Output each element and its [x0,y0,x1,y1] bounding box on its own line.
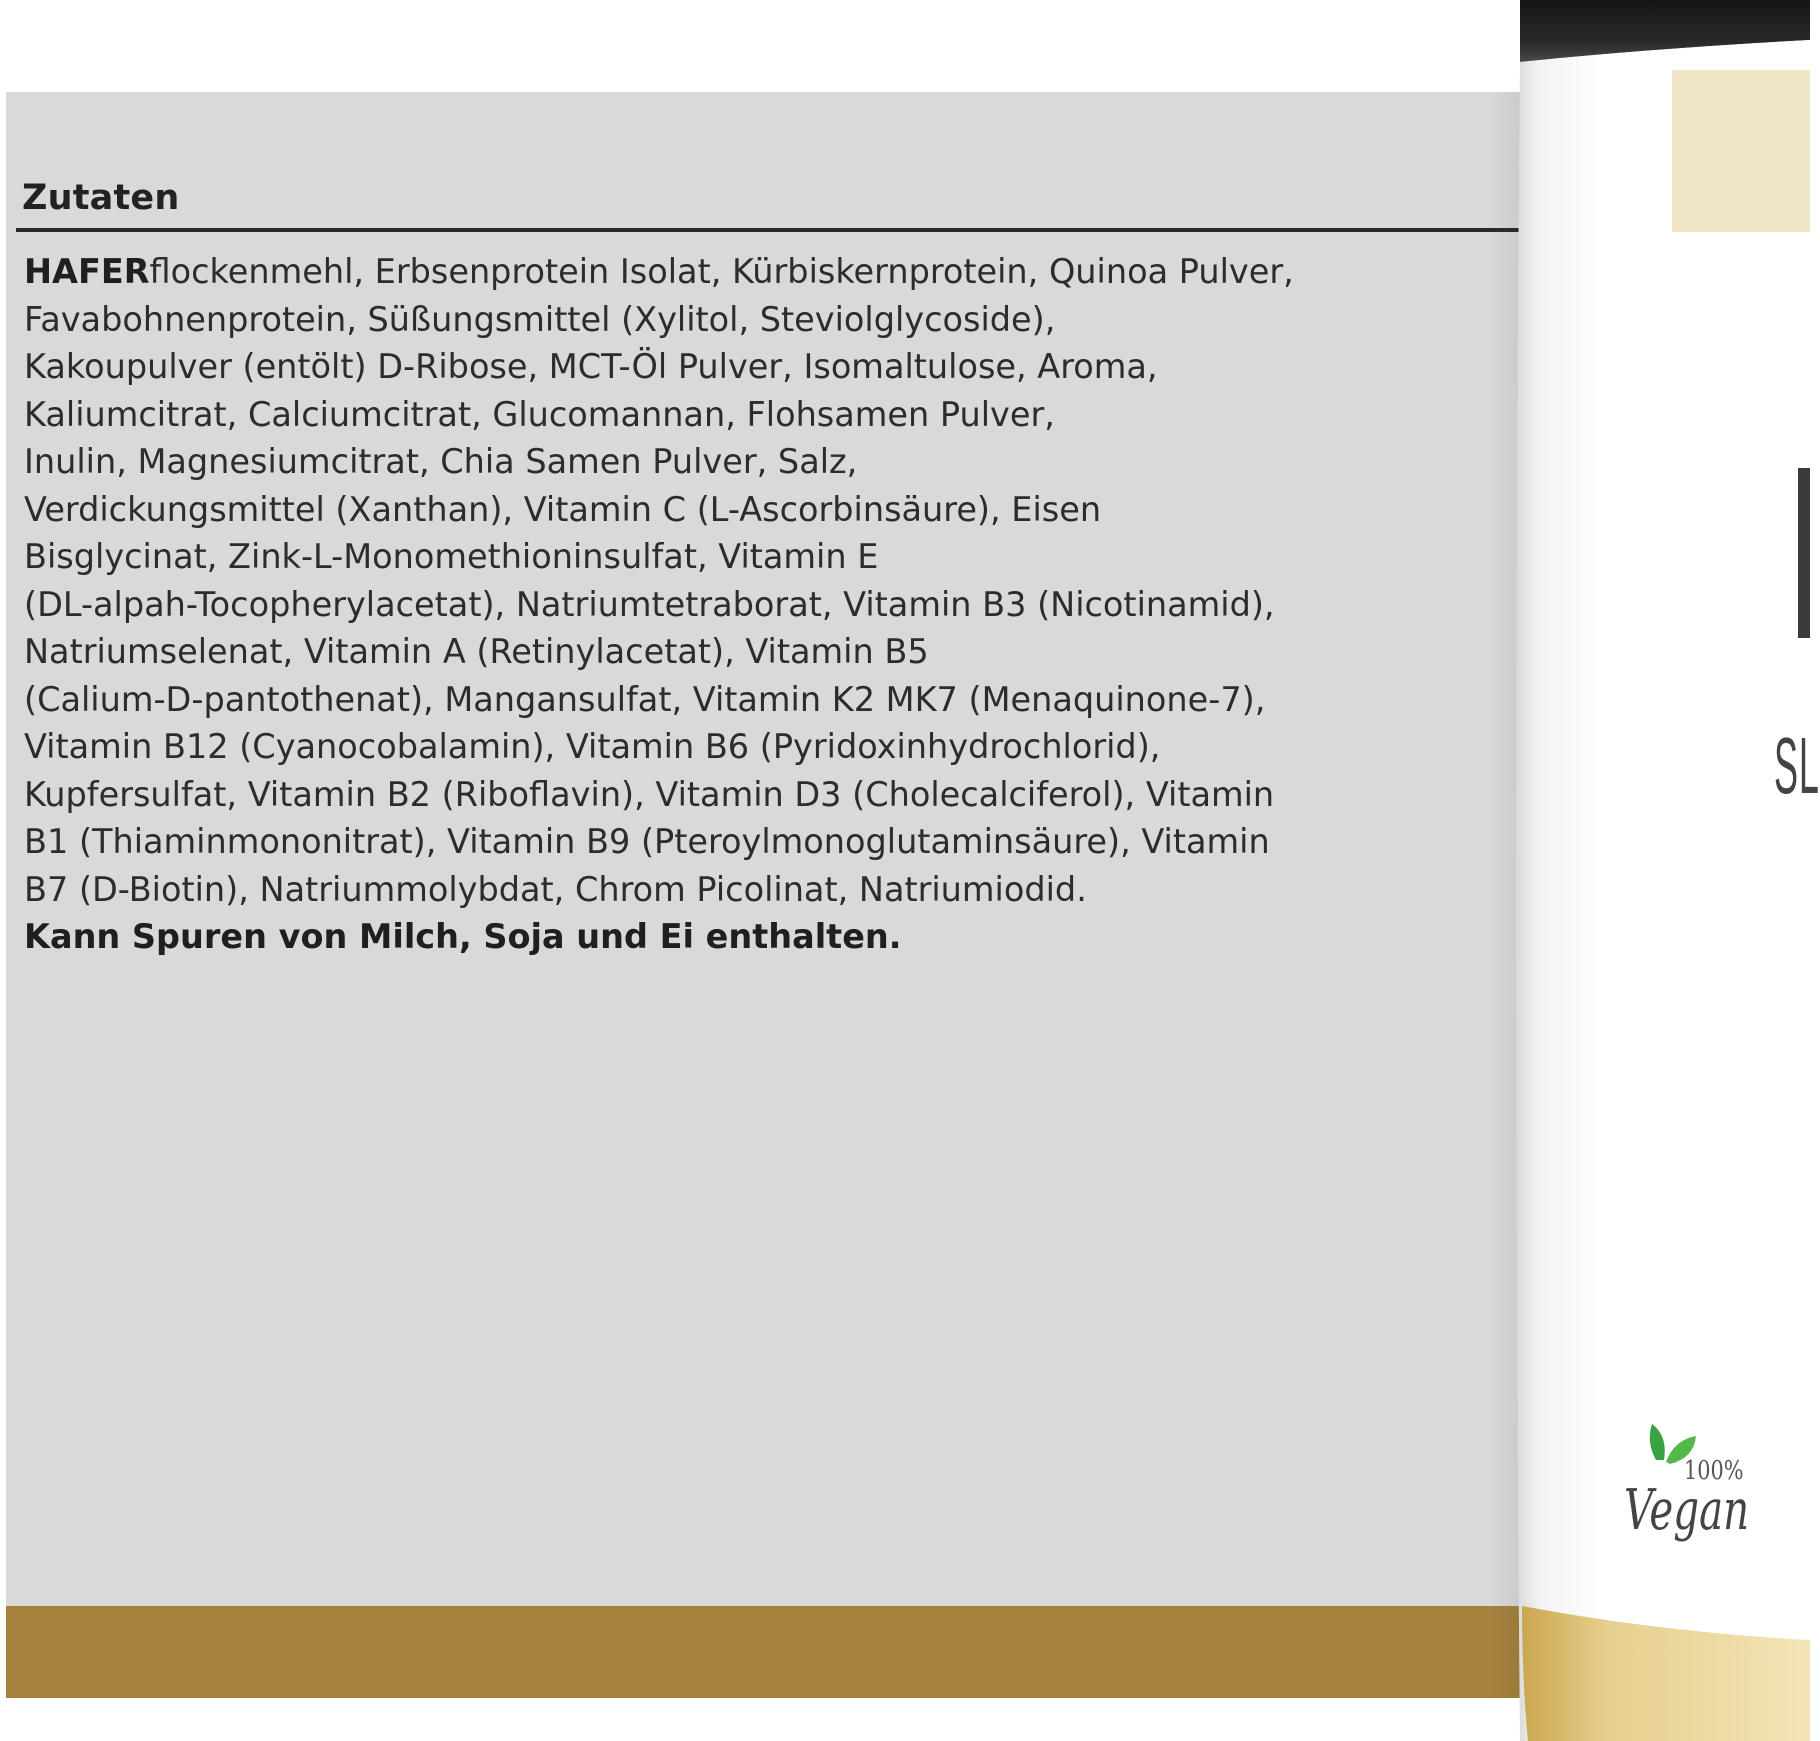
jar-partial-lettering: SL [1774,721,1820,810]
ingredients-line: Natriumselenat, Vitamin A (Retinylacetat), Vitamin B5 [24,632,929,671]
allergen-oat: HAFER [24,252,150,291]
ingredients-line: Bisglycinat, Zink-L-Monomethioninsulfat, Vitamin E [24,537,879,576]
ingredients-line: Favabohnenprotein, Süßungsmittel (Xylitol, Steviolglycoside), [24,299,1056,339]
vegan-percent: 100% [1684,1456,1744,1486]
ingredients-heading: Zutaten [22,178,180,218]
ingredients-line: Verdickungsmittel (Xanthan), Vitamin C (L-Ascorbinsäure), Eisen [24,489,1102,529]
ingredients-line: B7 (D-Biotin), Natriummolybdat, Chrom Picolinat, Natriumiodid. [24,869,1087,909]
gold-stripe [6,1606,1532,1698]
ingredients-line: Inulin, Magnesiumcitrat, Chia Samen Pulver, Salz, [24,442,858,481]
vegan-badge [1620,1420,1760,1570]
ingredients-line: (Calium-D-pantothenat), Mangansulfat, Vitamin K2 MK7 (Menaquinone-7), [24,679,1266,719]
jar-label-patch [1672,70,1810,232]
ingredients-line: Kaliumcitrat, Calciumcitrat, Glucomannan, Flohsamen Pulver, [24,394,1055,434]
jar-letter-stroke [1798,468,1810,638]
ingredients-line: (DL-alpah-Tocopherylacetat), Natriumtetraborat, Vitamin B3 (Nicotinamid), [24,584,1275,624]
ingredients-text [24,248,1514,961]
ingredients-line: B1 (Thiaminmononitrat), Vitamin B9 (Pteroylmonoglutaminsäure), Vitamin [24,822,1270,861]
ingredients-line: Vitamin B12 (Cyanocobalamin), Vitamin B6 (Pyridoxinhydrochlorid), [24,727,1161,766]
ingredients-line: Kakoupulver (entölt) D-Ribose, MCT-Öl Pulver, Isomaltulose, Aroma, [24,347,1158,386]
heading-divider [16,228,1522,232]
allergen-note: Kann Spuren von Milch, Soja und Ei enthalten. [24,917,902,956]
ingredients-line: HAFERflockenmehl, Erbsenprotein Isolat, Kürbiskernprotein, Quinoa Pulver, [24,252,1294,291]
ingredients-line: Kupfersulfat, Vitamin B2 (Riboflavin), Vitamin D3 (Cholecalciferol), Vitamin [24,774,1275,814]
vegan-word: Vegan [1624,1478,1750,1543]
